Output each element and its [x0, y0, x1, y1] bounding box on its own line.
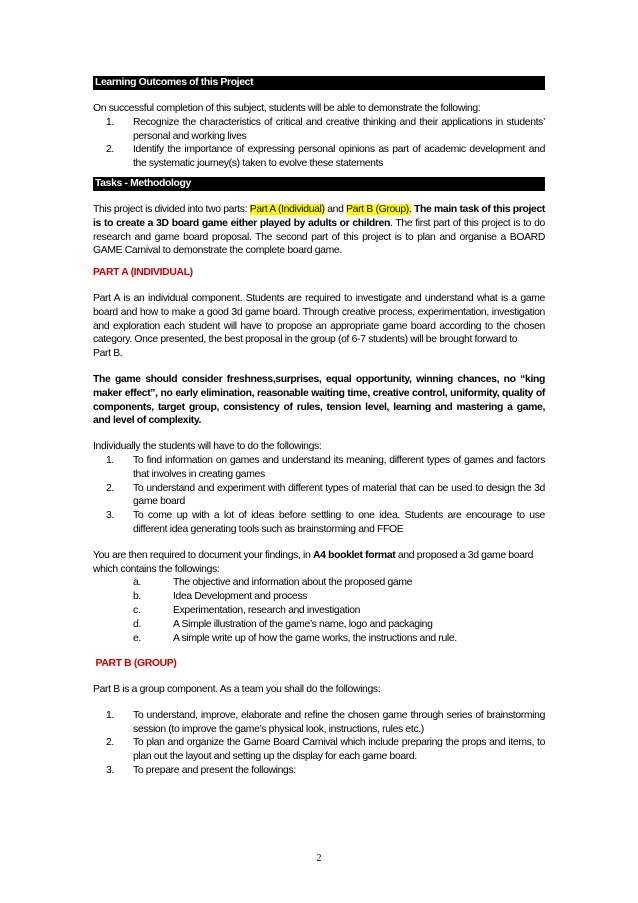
list-item: 2. Identify the importance of expressing personal opinions as part of academic development and the systematic journey(s) taken to evolve these statements — [106, 144, 545, 170]
list-item: 2. To plan and organize the Game Board Carnival which include preparing the props and items, to plan out the layout and setting up the display for each game board. — [106, 737, 545, 763]
list-item: 2. To understand and experiment with different types of material that can be used to design the 3d game board — [106, 482, 545, 508]
part-a-paragraph: Part A is an individual component. Students are required to investigate and understand what is a game board and how to make a good 3d game board. Through creative process, experimentation, investigation and exploration each student will have to propose an appropriate game board according to the chosen category. Once presented, the best proposal in the group (of 6-7 students) will be brought forward to Part B. — [93, 292, 545, 360]
part-b-heading: PART B (GROUP) — [93, 658, 177, 670]
page-number: 2 — [316, 853, 322, 864]
list-item: d. A Simple illustration of the game’s name, logo and packaging — [133, 618, 433, 630]
documentation-paragraph: You are then required to document your findings, in A4 booklet format and proposed a 3d game board which contains the followings: — [93, 549, 534, 575]
list-item: e. A simple write up of how the game works, the instructions and rule. — [133, 632, 457, 644]
game-criteria-paragraph: The game should consider freshness,surprises, equal opportunity, winning chances, no “king maker effect”, no early elimination, reasonable waiting time, creative control, uniformity, quality of components, target group, consistency of rules, tension level, learning and mastering a game, and level of complexity. — [93, 373, 545, 427]
list-item: c. Experimentation, research and investigation — [133, 604, 361, 616]
group-tasks-list — [93, 709, 545, 778]
learning-outcomes-heading: Learning Outcomes of this Project — [93, 76, 545, 90]
part-b-highlight: Part B (Group). — [346, 203, 412, 215]
individual-tasks-intro: Individually the students will have to do the followings: — [93, 441, 322, 453]
outcomes-list — [93, 116, 545, 171]
individual-tasks-list — [93, 454, 545, 537]
part-a-heading: PART A (INDIVIDUAL) — [93, 267, 193, 279]
tasks-methodology-heading: Tasks - Methodology — [93, 177, 545, 191]
list-item: 1. Recognize the characteristics of critical and creative thinking and their applications in students’ personal and working lives — [106, 116, 545, 142]
list-item: 1. To find information on games and understand its meaning, different types of games and factors that involves in creating games — [106, 454, 545, 480]
methodology-paragraph: This project is divided into two parts: Part A (Individual) and Part B (Group). The main task of this project is to create a 3D board game either played by adults or children. The first part of this project is to do research and game board proposal. The second part of this project is to plan and organise a BOARD GAME Carnival to demonstrate the complete board game. — [93, 203, 545, 257]
part-b-intro: Part B is a group component. As a team you shall do the followings: — [93, 684, 381, 696]
list-item: b. Idea Development and process — [133, 591, 308, 603]
part-a-highlight: Part A (Individual) — [249, 203, 325, 215]
page-content — [93, 76, 545, 778]
list-item: 3. To prepare and present the followings: — [106, 765, 296, 777]
outcomes-intro: On successful completion of this subject, students will be able to demonstrate the following: — [93, 103, 481, 114]
list-item: 1. To understand, improve, elaborate and refine the chosen game through series of brainstorming session (to improve the game’s physical look, instructions, rules etc.) — [106, 709, 545, 735]
list-item: a. The objective and information about the proposed game — [133, 577, 413, 589]
list-item: 3. To come up with a lot of ideas before settling to one idea. Students are encourage to use different idea generating tools such as brainstorming and FFOE — [106, 510, 545, 535]
booklet-contents-list — [93, 576, 545, 645]
